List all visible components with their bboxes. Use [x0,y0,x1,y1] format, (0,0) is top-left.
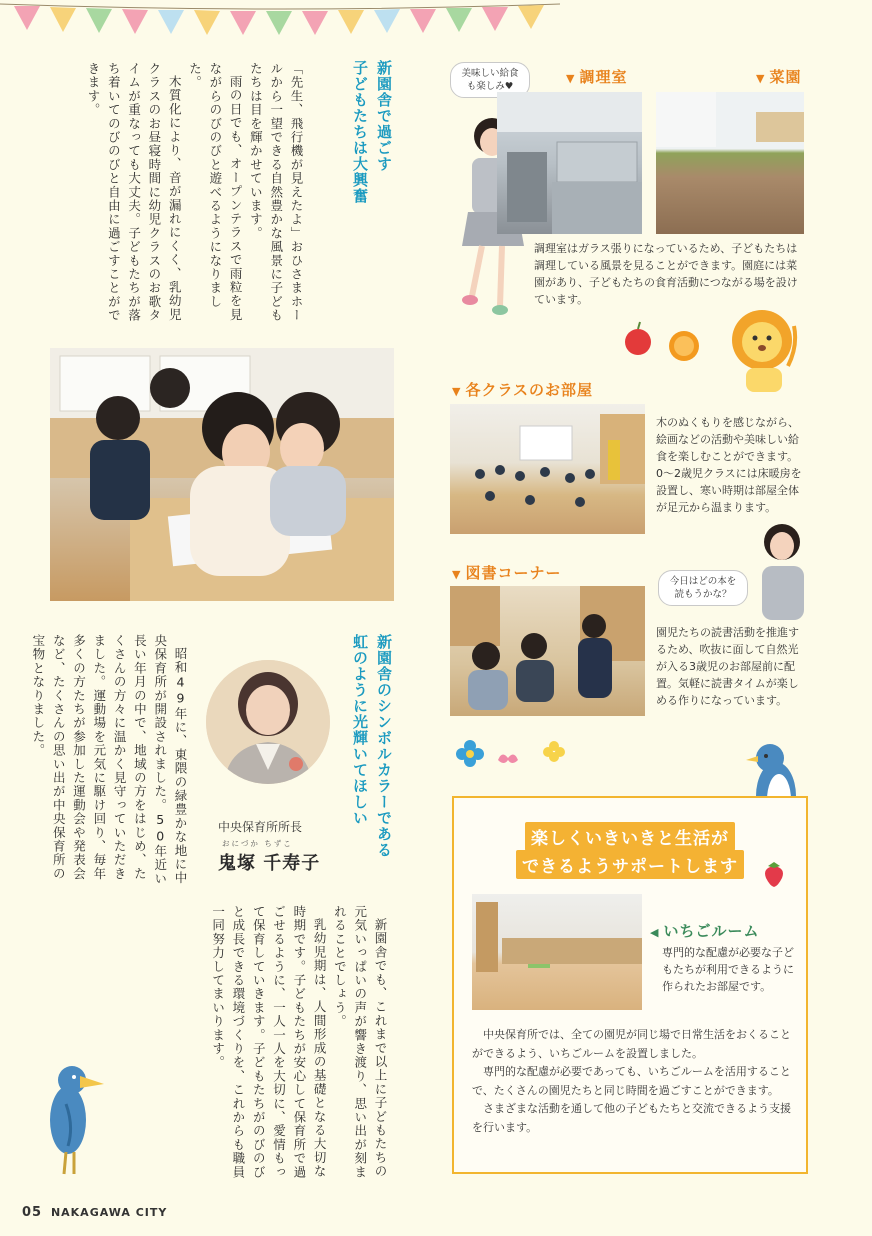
section1-heading-line2: 子どもたちは大興奮 [351,60,369,204]
classroom-photo [450,404,645,534]
ichigo-room-title: ◀ いちごルーム [650,922,760,940]
girl-reading-illustration [752,516,812,620]
caption-kitchen: 調理室はガラス張りになっているため、子どもたちは調理している風景を見ることができます。園庭には菜園があり、子どもたちの食育活動につながる場を設けています。 [534,242,798,306]
speech-bubble-lunch: 美味しい給食も楽しみ♥ [450,62,530,98]
ichigo-room-caption: 専門的な配慮が必要な子どもたちが利用できるように作られたお部屋です。 [662,946,794,993]
apple-orange-illustration [620,320,706,368]
section2-body-lower [108,905,390,1190]
section1-body [50,62,306,330]
lion-illustration [728,306,800,396]
triangle-left-icon: ◀ [650,926,660,939]
box-para1: 中央保育所では、全ての園児が同じ場で日常生活をおくることができるよう、いちごルームを設置しました。 [472,1028,791,1060]
section-title-garden: ▼ 菜園 [756,68,802,86]
box-para2: 専門的な配慮が必要であっても、いちごルームを活用することで、たくさんの園児たちと同じ時間を過ごすことができます。 [472,1065,791,1097]
triangle-down-icon: ▼ [566,72,576,85]
box-title-line2: できるようサポートします [454,850,806,879]
footer-city: NAKAGAWA CITY [50,1206,168,1219]
section1-para2: 雨の日でも、オープンテラスで雨粒を見ながらのびのびと遊べるようになりました。 [187,62,244,322]
ichigo-room-photo [472,894,642,1010]
section2-heading-line1: 新園舎のシンボルカラーである [375,634,393,858]
vegetable-garden-photo [656,92,804,234]
library-corner-photo [450,586,645,716]
speech-bubble-reading: 今日はどの本を読もうかな？ [658,570,748,606]
section2-para2: 新園舎でも、これまで以上に子どもたちの元気いっぱいの声が響き渡り、思い出が刻まれることでしょう。 [332,905,388,1179]
section-title-library: ▼ 図書コーナー [452,564,562,582]
page-number: 05 [22,1205,43,1220]
section1-heading-line1: 新園舎で過ごす [375,60,393,172]
section-title-classrooms: ▼ 各クラスのお部屋 [452,381,594,399]
box-para3: さまざまな活動を通して他の子どもたちと交流できるよう支援を行います。 [472,1102,791,1134]
section2-body-upper [30,634,190,892]
section2-para1-upper: 昭和49年に、東隈の緑豊かな地に中央保育所が開設されました。50年近い長い年月の中で、地域の方をはじめ、たくさんの方々に温かく見守っていただきました。運動場を元気に駆け回り、毎年多くの方たちが参加した運動会や発表会など、たくさんの思い出が中央保育所の宝物となりました。 [30,634,188,886]
box-title-line1: 楽しくいきいきと生活が [454,822,806,851]
caption-classrooms: 木のぬくもりを感じながら、絵画などの活動や美味しい給食を楽しむことができます。0～2歳児クラスには床暖房を設置し、寒い時期は部屋全体が足元から温まります。 [656,416,802,514]
section2-para3: 乳幼児期は、人間形成の基礎となる大切な時期です。子どもたちが安心して保育所で過ごせるように、一人一人を大切に、愛情もって保育していきます。子どもたちがのびのびと成長できる環境づくりを、これからも職員一同努力してまいります。 [210,905,328,1179]
shoebill-bird-illustration [44,1060,106,1178]
director-title: 中央保育所所長 [218,820,303,834]
section2-heading [344,634,396,890]
bunting-decoration [0,0,560,36]
page-footer [22,1205,167,1220]
director-name: 鬼塚 千寿子 [218,853,321,874]
section1-para1: 「先生、飛行機が見えたよ」おひさまホールから一望できる自然豊かな風景に子どもたちは目を輝かせています。 [248,62,304,323]
section-title-kitchen: ▼ 調理室 [566,68,628,86]
ichigo-room-box [452,796,808,1174]
section1-para3: 木質化により、音が漏れにくく、乳幼児クラスのお昼寝時間に幼児クラスのお歌タイムが重なっても大丈夫。子どもたちが落ち着いてのびのびと自由に過ごすことができます。 [86,62,183,323]
triangle-down-icon: ▼ [452,568,462,581]
director-name-ruby: おにづか ちずこ [222,839,293,848]
children-drawing-photo [50,348,394,601]
triangle-down-icon: ▼ [452,385,462,398]
caption-library: 園児たちの読書活動を推進するため、吹抜に面して自然光が入る3歳児のお部屋前に配置。気軽に読書タイムが楽しめる作りになっています。 [656,626,799,707]
triangle-down-icon: ▼ [756,72,766,85]
kitchen-photo [497,92,642,234]
strawberry-icon [760,858,788,888]
section1-heading [344,60,396,340]
ichigo-room-body [472,1026,794,1137]
section2-heading-line2: 虹のように光輝いてほしい [351,634,369,826]
director-portrait [206,660,330,784]
flowers-butterfly-illustration [452,736,572,776]
